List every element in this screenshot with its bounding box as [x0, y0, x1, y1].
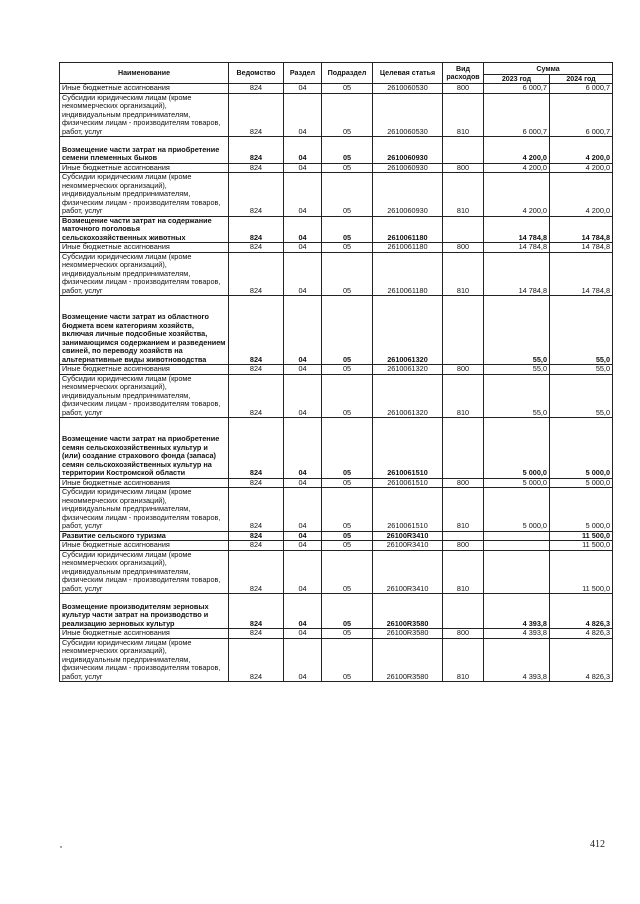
- table-row: [60, 541, 613, 551]
- cell-section: 04: [284, 243, 322, 253]
- cell-subsection: 05: [322, 638, 373, 682]
- cell-name: Иные бюджетные ассигнования: [60, 84, 229, 94]
- cell-2024: 4 200,0: [550, 173, 613, 217]
- cell-name: Возмещение части затрат на приобретение семени племенных быков: [60, 137, 229, 164]
- cell-section: 04: [284, 531, 322, 541]
- cell-dept: 824: [229, 531, 284, 541]
- table-row: [60, 137, 613, 164]
- cell-section: 04: [284, 93, 322, 137]
- cell-2024: 6 000,7: [550, 93, 613, 137]
- cell-2023: 55,0: [484, 374, 550, 418]
- cell-section: 04: [284, 478, 322, 488]
- cell-name: Субсидии юридическим лицам (кроме некоммерческих организаций), индивидуальным предпринимателям, физическим лицам - производителям товаров, работ, услуг: [60, 638, 229, 682]
- table-body: [60, 84, 613, 682]
- budget-table-container: [59, 62, 612, 682]
- cell-name: Развитие сельского туризма: [60, 531, 229, 541]
- cell-target: 2610060930: [373, 137, 443, 164]
- cell-exp-type: 810: [443, 374, 484, 418]
- header-year-2024: 2024 год: [550, 75, 613, 84]
- cell-target: 2610060530: [373, 93, 443, 137]
- cell-dept: 824: [229, 296, 284, 365]
- cell-2024: 14 784,8: [550, 216, 613, 243]
- cell-name: Субсидии юридическим лицам (кроме некоммерческих организаций), индивидуальным предпринимателям, физическим лицам - производителям товаров, работ, услуг: [60, 488, 229, 532]
- cell-subsection: 05: [322, 629, 373, 639]
- table-row: [60, 243, 613, 253]
- cell-dept: 824: [229, 541, 284, 551]
- table-row: [60, 173, 613, 217]
- budget-table: [59, 62, 613, 682]
- cell-name: Иные бюджетные ассигнования: [60, 478, 229, 488]
- cell-exp-type: [443, 216, 484, 243]
- cell-exp-type: 810: [443, 93, 484, 137]
- cell-subsection: 05: [322, 478, 373, 488]
- cell-2023: 6 000,7: [484, 93, 550, 137]
- cell-2023: 5 000,0: [484, 478, 550, 488]
- cell-exp-type: 800: [443, 478, 484, 488]
- cell-exp-type: [443, 531, 484, 541]
- cell-dept: 824: [229, 173, 284, 217]
- cell-section: 04: [284, 594, 322, 629]
- cell-subsection: 05: [322, 252, 373, 296]
- cell-subsection: 05: [322, 243, 373, 253]
- cell-2024: 11 500,0: [550, 541, 613, 551]
- cell-section: 04: [284, 638, 322, 682]
- table-row: [60, 629, 613, 639]
- header-name: Наименование: [60, 63, 229, 84]
- table-row: [60, 365, 613, 375]
- cell-dept: 824: [229, 137, 284, 164]
- cell-target: 2610060530: [373, 84, 443, 94]
- cell-target: 26100R3580: [373, 629, 443, 639]
- cell-2023: [484, 550, 550, 594]
- table-row: [60, 594, 613, 629]
- cell-name: Иные бюджетные ассигнования: [60, 243, 229, 253]
- cell-name: Субсидии юридическим лицам (кроме некоммерческих организаций), индивидуальным предпринимателям, физическим лицам - производителям товаров, работ, услуг: [60, 374, 229, 418]
- table-header-row: [60, 63, 613, 75]
- cell-subsection: 05: [322, 374, 373, 418]
- cell-exp-type: [443, 594, 484, 629]
- cell-exp-type: [443, 296, 484, 365]
- cell-2024: 55,0: [550, 374, 613, 418]
- cell-target: 2610060930: [373, 173, 443, 217]
- cell-dept: 824: [229, 252, 284, 296]
- cell-subsection: 05: [322, 137, 373, 164]
- cell-section: 04: [284, 296, 322, 365]
- cell-subsection: 05: [322, 173, 373, 217]
- cell-section: 04: [284, 629, 322, 639]
- cell-2023: 55,0: [484, 365, 550, 375]
- cell-section: 04: [284, 84, 322, 94]
- header-subsection: Подраздел: [322, 63, 373, 84]
- cell-target: 26100R3580: [373, 638, 443, 682]
- cell-2024: 4 200,0: [550, 163, 613, 173]
- cell-exp-type: 800: [443, 84, 484, 94]
- cell-exp-type: 810: [443, 550, 484, 594]
- cell-2023: 6 000,7: [484, 84, 550, 94]
- cell-dept: 824: [229, 365, 284, 375]
- cell-section: 04: [284, 418, 322, 479]
- cell-dept: 824: [229, 418, 284, 479]
- cell-exp-type: 810: [443, 638, 484, 682]
- cell-2023: 14 784,8: [484, 216, 550, 243]
- cell-exp-type: 800: [443, 365, 484, 375]
- cell-2023: 55,0: [484, 296, 550, 365]
- cell-target: 2610061510: [373, 478, 443, 488]
- cell-2023: 5 000,0: [484, 488, 550, 532]
- cell-subsection: 05: [322, 163, 373, 173]
- cell-target: 26100R3410: [373, 550, 443, 594]
- cell-section: 04: [284, 163, 322, 173]
- cell-2024: 5 000,0: [550, 418, 613, 479]
- cell-target: 2610061320: [373, 296, 443, 365]
- table-row: [60, 478, 613, 488]
- cell-2024: 55,0: [550, 296, 613, 365]
- cell-section: 04: [284, 137, 322, 164]
- cell-name: Субсидии юридическим лицам (кроме некоммерческих организаций), индивидуальным предпринимателям, физическим лицам - производителям товаров, работ, услуг: [60, 252, 229, 296]
- cell-target: 2610061510: [373, 418, 443, 479]
- cell-section: 04: [284, 216, 322, 243]
- table-row: [60, 216, 613, 243]
- cell-2023: 4 200,0: [484, 137, 550, 164]
- cell-exp-type: 810: [443, 173, 484, 217]
- header-exp-type: Вид расходов: [443, 63, 484, 84]
- cell-subsection: 05: [322, 488, 373, 532]
- cell-subsection: 05: [322, 550, 373, 594]
- cell-2023: 4 393,8: [484, 629, 550, 639]
- cell-exp-type: [443, 418, 484, 479]
- cell-exp-type: 810: [443, 252, 484, 296]
- cell-subsection: 05: [322, 541, 373, 551]
- cell-2023: 4 393,8: [484, 638, 550, 682]
- cell-subsection: 05: [322, 418, 373, 479]
- cell-2023: 4 200,0: [484, 173, 550, 217]
- scan-speck: [60, 846, 62, 848]
- cell-dept: 824: [229, 638, 284, 682]
- cell-target: 2610061180: [373, 243, 443, 253]
- cell-2024: 11 500,0: [550, 531, 613, 541]
- table-row: [60, 296, 613, 365]
- cell-2023: 14 784,8: [484, 243, 550, 253]
- cell-2024: 14 784,8: [550, 252, 613, 296]
- cell-dept: 824: [229, 93, 284, 137]
- cell-2023: 14 784,8: [484, 252, 550, 296]
- cell-dept: 824: [229, 243, 284, 253]
- cell-subsection: 05: [322, 531, 373, 541]
- header-dept: Ведомство: [229, 63, 284, 84]
- cell-section: 04: [284, 252, 322, 296]
- table-row: [60, 252, 613, 296]
- cell-2024: 5 000,0: [550, 478, 613, 488]
- cell-subsection: 05: [322, 93, 373, 137]
- cell-subsection: 05: [322, 84, 373, 94]
- cell-subsection: 05: [322, 216, 373, 243]
- cell-subsection: 05: [322, 296, 373, 365]
- cell-target: 2610061510: [373, 488, 443, 532]
- cell-target: 26100R3410: [373, 531, 443, 541]
- cell-section: 04: [284, 541, 322, 551]
- cell-exp-type: 800: [443, 243, 484, 253]
- cell-dept: 824: [229, 629, 284, 639]
- header-section: Раздел: [284, 63, 322, 84]
- header-year-2023: 2023 год: [484, 75, 550, 84]
- cell-2024: 4 200,0: [550, 137, 613, 164]
- cell-name: Субсидии юридическим лицам (кроме некоммерческих организаций), индивидуальным предпринимателям, физическим лицам - производителям товаров, работ, услуг: [60, 173, 229, 217]
- table-row: [60, 531, 613, 541]
- cell-target: 26100R3410: [373, 541, 443, 551]
- cell-name: Иные бюджетные ассигнования: [60, 365, 229, 375]
- cell-exp-type: [443, 137, 484, 164]
- cell-dept: 824: [229, 84, 284, 94]
- cell-name: Субсидии юридическим лицам (кроме некоммерческих организаций), индивидуальным предпринимателям, физическим лицам - производителям товаров, работ, услуг: [60, 93, 229, 137]
- cell-dept: 824: [229, 488, 284, 532]
- cell-section: 04: [284, 374, 322, 418]
- cell-section: 04: [284, 173, 322, 217]
- cell-target: 2610061180: [373, 216, 443, 243]
- table-row: [60, 488, 613, 532]
- table-row: [60, 93, 613, 137]
- page-number: 412: [590, 839, 605, 850]
- table-row: [60, 84, 613, 94]
- cell-section: 04: [284, 550, 322, 594]
- cell-name: Возмещение части затрат из областного бюджета всем категориям хозяйств, включая личные подсобные хозяйства, занимающимся содержанием и разведением свиней, по переводу хозяйств на альтернативные виды животноводства: [60, 296, 229, 365]
- cell-name: Иные бюджетные ассигнования: [60, 541, 229, 551]
- cell-2023: 4 393,8: [484, 594, 550, 629]
- table-row: [60, 550, 613, 594]
- header-target: Целевая статья: [373, 63, 443, 84]
- cell-name: Возмещение производителям зерновых культур части затрат на производство и реализацию зерновых культур: [60, 594, 229, 629]
- cell-name: Субсидии юридическим лицам (кроме некоммерческих организаций), индивидуальным предпринимателям, физическим лицам - производителям товаров, работ, услуг: [60, 550, 229, 594]
- cell-dept: 824: [229, 550, 284, 594]
- cell-2024: 11 500,0: [550, 550, 613, 594]
- table-row: [60, 638, 613, 682]
- cell-2024: 14 784,8: [550, 243, 613, 253]
- cell-subsection: 05: [322, 365, 373, 375]
- table-row: [60, 418, 613, 479]
- cell-exp-type: 800: [443, 541, 484, 551]
- cell-name: Иные бюджетные ассигнования: [60, 629, 229, 639]
- cell-exp-type: 810: [443, 488, 484, 532]
- cell-dept: 824: [229, 594, 284, 629]
- cell-exp-type: 800: [443, 629, 484, 639]
- cell-target: 2610061320: [373, 365, 443, 375]
- cell-subsection: 05: [322, 594, 373, 629]
- cell-2024: 5 000,0: [550, 488, 613, 532]
- cell-section: 04: [284, 488, 322, 532]
- cell-target: 2610061320: [373, 374, 443, 418]
- table-row: [60, 374, 613, 418]
- cell-2023: [484, 541, 550, 551]
- cell-2024: 4 826,3: [550, 594, 613, 629]
- cell-2024: 4 826,3: [550, 638, 613, 682]
- cell-section: 04: [284, 365, 322, 375]
- cell-target: 2610061180: [373, 252, 443, 296]
- cell-2023: [484, 531, 550, 541]
- cell-2023: 4 200,0: [484, 163, 550, 173]
- cell-dept: 824: [229, 163, 284, 173]
- header-sum: Сумма: [484, 63, 613, 75]
- table-row: [60, 163, 613, 173]
- cell-target: 2610060930: [373, 163, 443, 173]
- cell-name: Возмещение части затрат на приобретение семян сельскохозяйственных культур и (или) создание страхового фонда (запаса) семян сельскохозяйственных культур на территории Костромской области: [60, 418, 229, 479]
- cell-name: Возмещение части затрат на содержание маточного поголовья сельскохозяйственных животных: [60, 216, 229, 243]
- cell-dept: 824: [229, 374, 284, 418]
- cell-name: Иные бюджетные ассигнования: [60, 163, 229, 173]
- cell-2023: 5 000,0: [484, 418, 550, 479]
- cell-2024: 55,0: [550, 365, 613, 375]
- cell-target: 26100R3580: [373, 594, 443, 629]
- cell-dept: 824: [229, 216, 284, 243]
- cell-2024: 6 000,7: [550, 84, 613, 94]
- cell-dept: 824: [229, 478, 284, 488]
- cell-exp-type: 800: [443, 163, 484, 173]
- cell-2024: 4 826,3: [550, 629, 613, 639]
